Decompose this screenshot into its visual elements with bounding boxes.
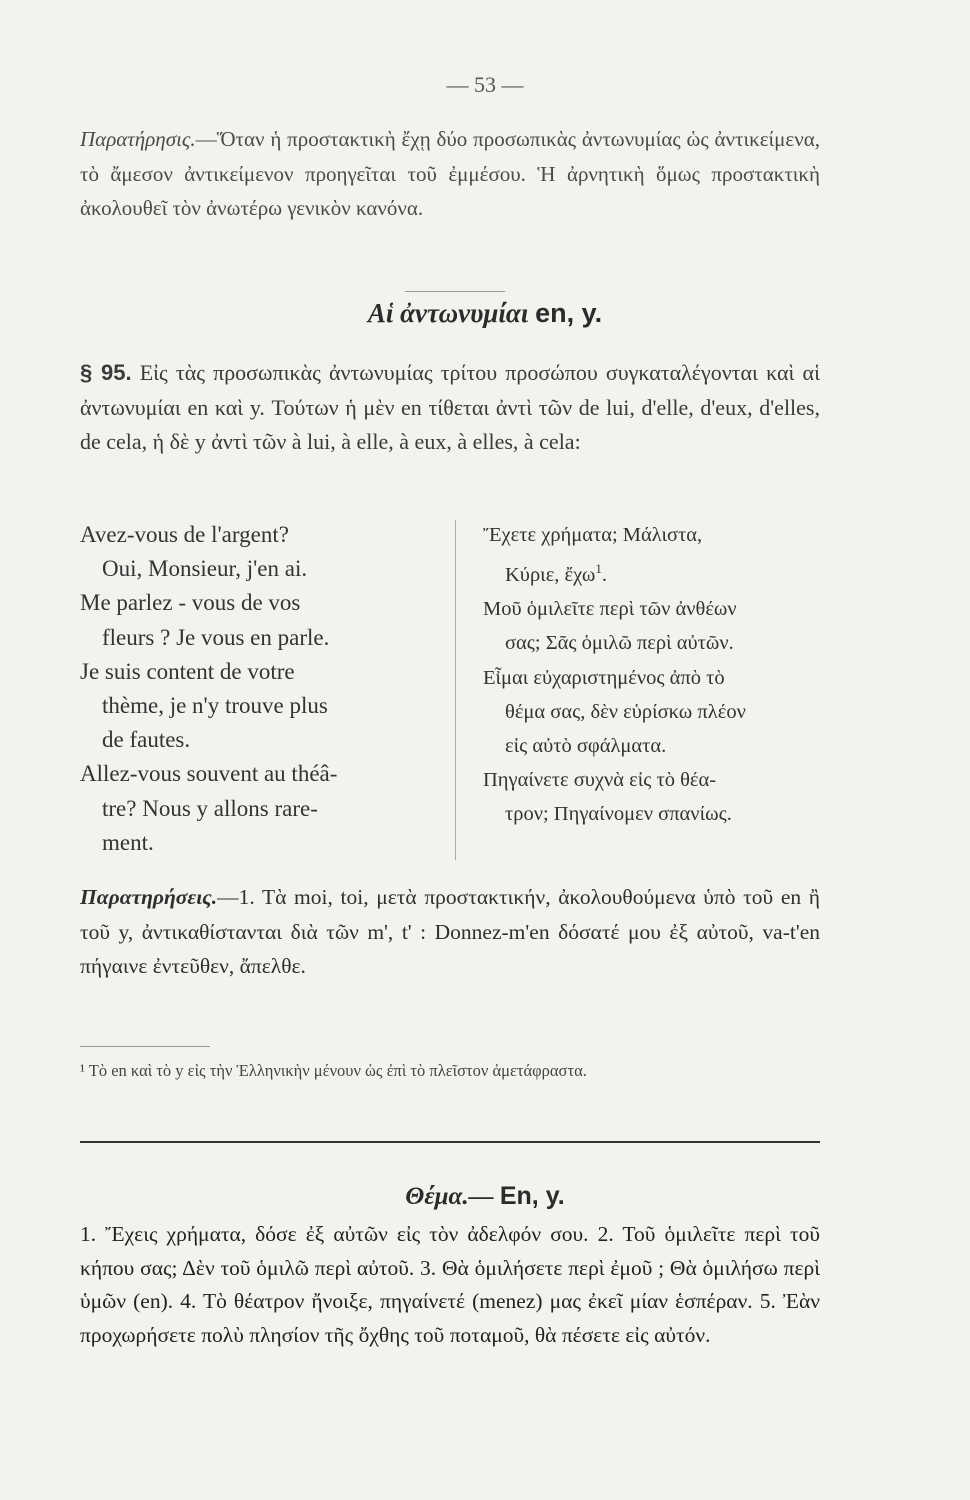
- example-fr-line: Me parlez - vous de vos: [80, 590, 301, 616]
- footnote: ¹ Τὸ en καὶ τὸ y εἰς τὴν Ἑλληνικὴν μένουν ὡς ἐπὶ τὸ πλεῖστον ἀμετάφραστα.: [80, 1061, 587, 1080]
- divider-long: [80, 1141, 820, 1143]
- example-fr-line: fleurs ? Je vous en parle.: [102, 624, 330, 650]
- remarks-paragraph: [80, 880, 820, 984]
- example-fr-line: Allez-vous souvent au théâ-: [80, 761, 338, 787]
- section-heading: [0, 298, 970, 329]
- column-divider: [455, 520, 456, 860]
- example-gr-line: Μοῦ ὁμιλεῖτε περὶ τῶν ἀνθέων: [483, 598, 737, 621]
- example-gr-text: Κύριε, ἔχω: [505, 564, 596, 587]
- page-number: — 53 —: [446, 72, 524, 97]
- remarks-body: —1. Τὰ moi, toi, μετὰ προστακτικήν, ἀκολουθούμενα ὑπὸ τοῦ en ἢ τοῦ y, ἀντικαθίστανται διὰ τῶν m', t' : Donnez-m'en δόσατέ μου ἐξ αὐτοῦ, va-t'en πήγαινε ἐντεῦθεν, ἄπελθε.: [80, 885, 820, 978]
- section-95-paragraph: [80, 356, 820, 460]
- exercise-heading: [0, 1182, 970, 1211]
- example-fr-line: de fautes.: [102, 727, 191, 753]
- examples-french-column: [80, 518, 435, 860]
- example-gr-line: Ἔχετε χρήματα; Μάλιστα,: [483, 524, 703, 546]
- remark-body: —Ὅταν ἡ προστακτικὴ ἔχῃ δύο προσωπικὰς ἀντωνυμίας ὡς ἀντικείμενα, τὸ ἄμεσον ἀντικείμενον προηγεῖται τοῦ ἐμμέσου. Ἡ ἀρνητικὴ ὅμως προστακτικὴ ἀκολουθεῖ τὸν ἀνωτέρω γενικὸν κανόνα.: [80, 127, 820, 220]
- remark-paragraph: [80, 122, 820, 226]
- remark-lead: Παρατήρησις.: [80, 127, 196, 151]
- divider-short: [405, 291, 505, 292]
- example-gr-line: Πηγαίνετε συχνὰ εἰς τὸ θέα-: [483, 769, 717, 792]
- example-fr-line: Oui, Monsieur, j'en ai.: [102, 556, 308, 582]
- example-gr-line: Εἶμαι εὐχαριστημένος ἀπὸ τὸ: [483, 666, 725, 689]
- example-fr-line: Je suis content de votre: [80, 658, 295, 684]
- remarks-lead: Παρατηρήσεις.: [80, 885, 218, 909]
- example-gr-line: σας; Σᾶς ὁμιλῶ περὶ αὐτῶν.: [505, 632, 734, 655]
- example-fr-line: ment.: [102, 829, 154, 855]
- heading-greek: Αἱ ἀντωνυμίαι: [367, 298, 529, 328]
- example-fr-line: thème, je n'y trouve plus: [102, 693, 328, 719]
- exercise-paragraph: 1. Ἔχεις χρήματα, δόσε ἐξ αὐτῶν εἰς τὸν ἀδελφόν σου. 2. Τοῦ ὁμιλεῖτε περὶ τοῦ κήπου σας; Δὲν τοῦ ὁμιλῶ περὶ αὐτοῦ. 3. Θὰ ὁμιλήσετε περὶ ἐμοῦ ; Θὰ ὁμιλήσω περὶ ὑμῶν (en). 4. Τὸ θέατρον ἤνοιξε, πηγαίνετέ (menez) μας ἐκεῖ μίαν ἑσπέραν. 5. Ἐὰν προχωρήσετε πολὺ πλησίον τῆς ὄχθης τοῦ ποταμοῦ, θὰ πέσετε εἰς αὐτόν.: [80, 1222, 820, 1347]
- example-fr-line: tre? Nous y allons rare-: [102, 795, 318, 821]
- exercise-heading-french: En, y.: [499, 1182, 565, 1210]
- example-gr-line: τρον; Πηγαίνομεν σπανίως.: [505, 803, 732, 826]
- examples-greek-column: [483, 518, 823, 832]
- section-95-body: Εἰς τὰς προσωπικὰς ἀντωνυμίας τρίτου προσώπου συγκαταλέγονται καὶ αἱ ἀντωνυμίαι en καὶ y. Τούτων ἡ μὲν en τίθεται ἀντὶ τῶν de lui, d'elle, d'eux, d'elles, de cela, ἡ δὲ y ἀντὶ τῶν à lui, à elle, à eux, à elles, à cela:: [80, 360, 820, 454]
- section-number: § 95.: [80, 360, 132, 385]
- exercise-heading-greek: Θέμα.—: [405, 1183, 494, 1210]
- example-gr-line-with-footnote: Κύριε, ἔχω$^1$.: [505, 561, 607, 587]
- footnote-marker: 1: [595, 561, 602, 577]
- example-gr-line: θέμα σας, δὲν εὑρίσκω πλέον: [505, 700, 746, 723]
- footnote-rule: [80, 1046, 210, 1047]
- example-gr-line: εἰς αὐτὸ σφάλματα.: [505, 735, 667, 758]
- heading-french: en, y.: [535, 298, 603, 328]
- example-fr-line: Avez-vous de l'argent?: [80, 522, 289, 547]
